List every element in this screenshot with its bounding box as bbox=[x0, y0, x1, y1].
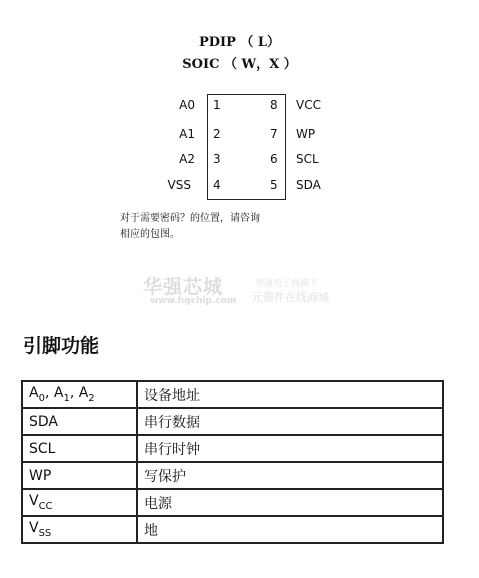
pin-function-cell: 串行数据 bbox=[137, 408, 443, 435]
pin-function-cell: 地 bbox=[137, 516, 443, 543]
pin-name-subscript: CC bbox=[38, 500, 53, 512]
table-row bbox=[22, 435, 443, 462]
pin-name-cell bbox=[22, 516, 137, 543]
pin-name-subscript: SS bbox=[38, 527, 52, 539]
watermark-slogan: 元器件在线商城 bbox=[252, 291, 329, 304]
table-row bbox=[22, 408, 443, 435]
pin-function-cell: 串行时钟 bbox=[137, 435, 443, 462]
pin-name-text: , A bbox=[44, 385, 64, 402]
pin-name-text: V bbox=[29, 493, 39, 510]
pin-name-cell bbox=[22, 381, 137, 408]
watermark-tagline: 华强电子网旗下 bbox=[255, 279, 319, 289]
pin-number-8: 8 bbox=[270, 98, 278, 112]
watermark-brand: 华强芯城 bbox=[143, 276, 224, 298]
pin-label-a0: A0 bbox=[179, 98, 195, 112]
watermark-url: www.hqchip.com bbox=[150, 296, 237, 306]
pin-name-text: SDA bbox=[29, 413, 58, 430]
pin-name-subscript: 0 bbox=[38, 392, 45, 404]
pin-label-sda: SDA bbox=[296, 178, 321, 192]
pin-name-text: , A bbox=[69, 385, 89, 402]
pin-number-6: 6 bbox=[270, 152, 278, 166]
pin-name-subscript: 2 bbox=[88, 392, 95, 404]
pin-name-text: WP bbox=[29, 467, 52, 484]
table-row bbox=[22, 381, 443, 408]
pin-function-table bbox=[21, 380, 444, 544]
pin-name-cell bbox=[22, 435, 137, 462]
table-row bbox=[22, 516, 443, 543]
pin-name-text: V bbox=[29, 520, 39, 537]
table-row bbox=[22, 489, 443, 516]
package-line-soic: SOIC （ W，X ） bbox=[182, 57, 297, 72]
table-row bbox=[22, 462, 443, 489]
pin-label-scl: SCL bbox=[296, 152, 319, 166]
pin-number-4: 4 bbox=[213, 178, 221, 192]
pin-name-text: SCL bbox=[29, 440, 56, 457]
pin-name-text: A bbox=[29, 385, 39, 402]
pin-name-cell bbox=[22, 408, 137, 435]
note-line-2: 相应的包图。 bbox=[120, 229, 180, 240]
pin-label-vss: VSS bbox=[167, 178, 191, 192]
package-line-pdip: PDIP （ L） bbox=[198, 35, 281, 50]
pin-label-a2: A2 bbox=[179, 152, 195, 166]
pin-number-5: 5 bbox=[270, 178, 278, 192]
pin-name-cell bbox=[22, 489, 137, 516]
pin-function-cell: 设备地址 bbox=[137, 381, 443, 408]
pin-number-2: 2 bbox=[213, 127, 221, 141]
pin-label-a1: A1 bbox=[179, 127, 195, 141]
note-line-1: 对于需要密码？的位置，请咨询 bbox=[120, 213, 260, 224]
pin-function-cell: 电源 bbox=[137, 489, 443, 516]
pin-number-3: 3 bbox=[213, 152, 221, 166]
section-title: 引脚功能 bbox=[23, 335, 100, 357]
pin-number-7: 7 bbox=[270, 127, 278, 141]
package-note bbox=[120, 211, 300, 243]
pin-number-1: 1 bbox=[213, 98, 221, 112]
pin-function-cell: 写保护 bbox=[137, 462, 443, 489]
pin-name-cell bbox=[22, 462, 137, 489]
pin-name-subscript: 1 bbox=[63, 392, 70, 404]
pin-label-wp: WP bbox=[296, 127, 316, 141]
pin-label-vcc: VCC bbox=[296, 98, 321, 112]
